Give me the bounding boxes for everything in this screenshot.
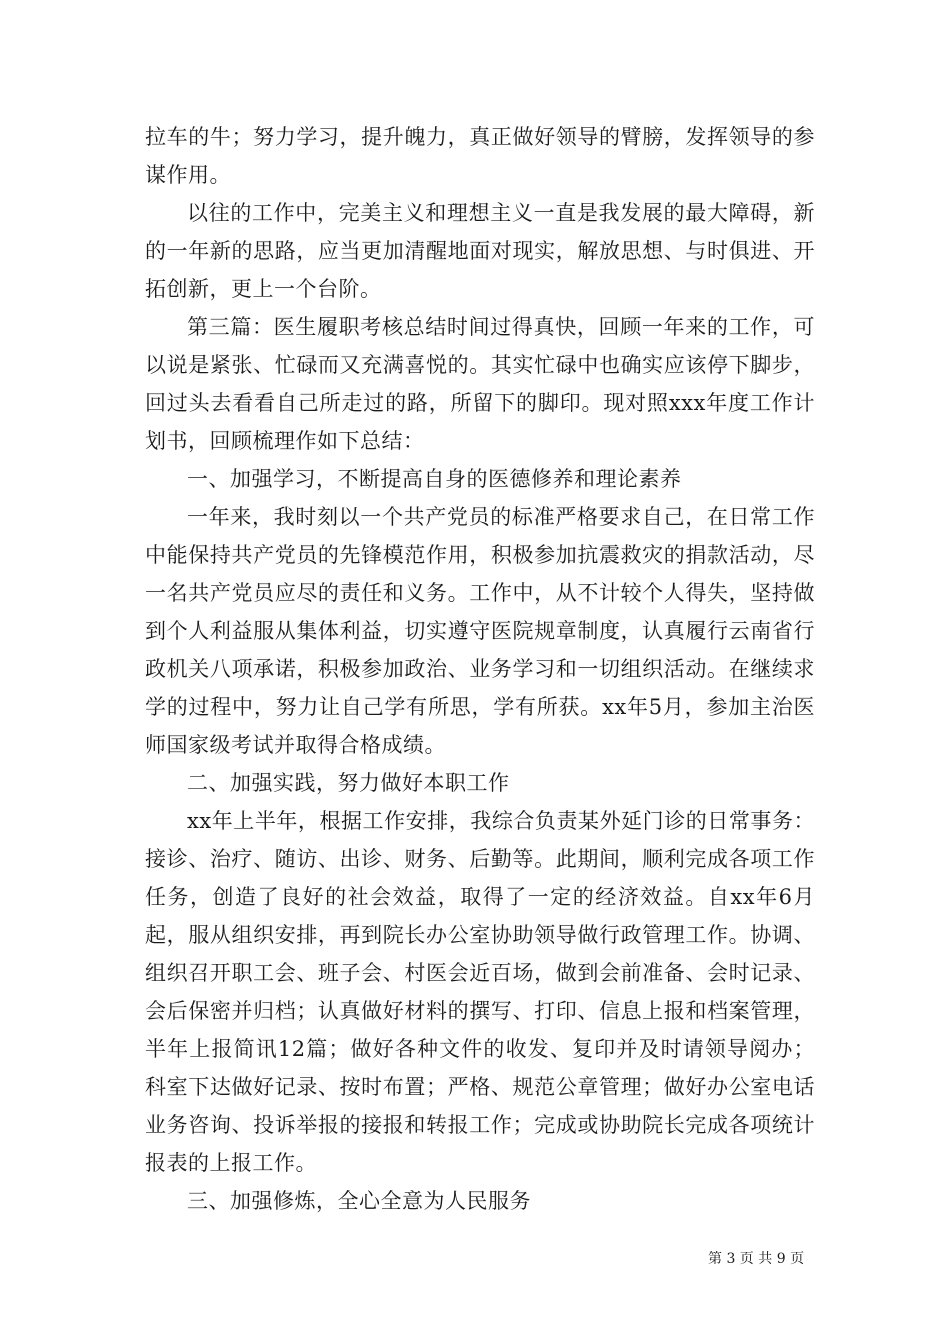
paragraph-continuation: 拉车的牛；努力学习，提升魄力，真正做好领导的臂膀，发挥领导的参谋作用。 [145,125,815,187]
document-body [145,118,815,1220]
section-heading-3: 三、加强修炼，全心全意为人民服务 [187,1189,531,1213]
paragraph-section-1: 一年来，我时刻以一个共产党员的标准严格要求自己，在日常工作中能保持共产党员的先锋模范作用，积极参加抗震救灾的捐款活动，尽一名共产党员应尽的责任和义务。工作中，从不计较个人得失，坚持做到个人利益服从集体利益，切实遵守医院规章制度，认真履行云南省行政机关八项承诺，积极参加政治、业务学习和一切组织活动。在继续求学的过程中，努力让自己学有所思，学有所获。xx年5月，参加主治医师国家级考试并取得合格成绩。 [145,505,815,757]
paragraph-third-article-intro: 第三篇：医生履职考核总结时间过得真快，回顾一年来的工作，可以说是紧张、忙碌而又充满喜悦的。其实忙碌中也确实应该停下脚步，回过头去看看自己所走过的路，所留下的脚印。现对照xxx年度工作计划书，回顾梳理作如下总结： [145,315,815,453]
paragraph-reflection: 以往的工作中，完美主义和理想主义一直是我发展的最大障碍，新的一年新的思路，应当更加清醒地面对现实，解放思想、与时俱进、开拓创新，更上一个台阶。 [145,201,815,301]
section-heading-2: 二、加强实践，努力做好本职工作 [187,771,510,795]
paragraph-section-2: xx年上半年，根据工作安排，我综合负责某外延门诊的日常事务：接诊、治疗、随访、出诊、财务、后勤等。此期间，顺利完成各项工作任务，创造了良好的社会效益，取得了一定的经济效益。自xx年6月起，服从组织安排，再到院长办公室协助领导做行政管理工作。协调、组织召开职工会、班子会、村医会近百场，做到会前准备、会时记录、会后保密并归档；认真做好材料的撰写、打印、信息上报和档案管理，半年上报简讯12篇；做好各种文件的收发、复印并及时请领导阅办；科室下达做好记录、按时布置；严格、规范公章管理；做好办公室电话业务咨询、投诉举报的接报和转报工作；完成或协助院长完成各项统计报表的上报工作。 [145,809,815,1175]
page-number-footer: 第 3 页 共 9 页 [708,1251,805,1267]
section-heading-1: 一、加强学习，不断提高自身的医德修养和理论素养 [187,467,682,491]
